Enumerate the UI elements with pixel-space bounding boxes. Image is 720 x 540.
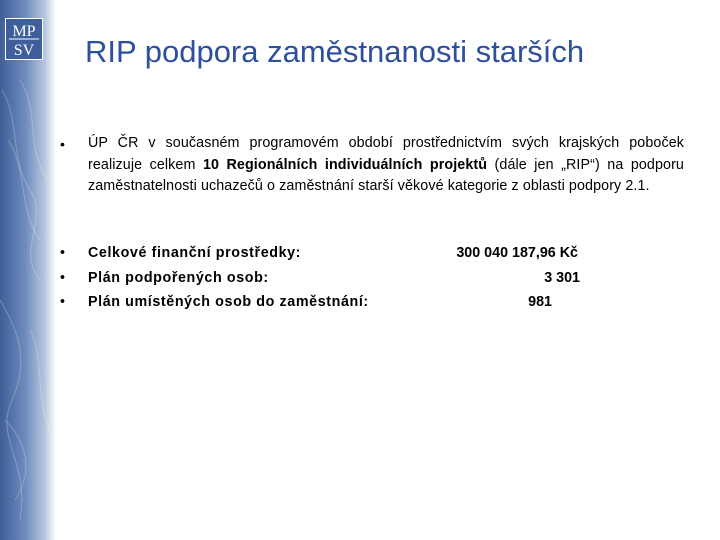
background-pattern: [0, 0, 56, 540]
intro-paragraph: [88, 133, 684, 198]
bullet: •: [60, 294, 66, 310]
intro-text-bold: 10 Regionálních individuálních projektů: [202, 156, 488, 173]
bullet: •: [60, 270, 66, 286]
svg-text:MP: MP: [12, 23, 36, 40]
intro-text-part2: (dále jen „RIP“) na podporu zaměstnatelnosti uchazečů o zaměstnání starší věkové kategorie z oblasti podpory 2.1.: [88, 156, 684, 194]
bullet: •: [60, 136, 65, 152]
stat-row-funds: [60, 245, 590, 267]
stat-row-supported-persons: [60, 270, 590, 292]
stat-value: 981: [528, 294, 552, 310]
stat-label: Celkové finanční prostředky:: [88, 245, 302, 261]
slide-title: RIP podpora zaměstnanosti starších: [85, 34, 585, 69]
svg-text:SV: SV: [13, 42, 35, 59]
decorative-side-band: [0, 0, 56, 540]
mpsv-logo: [5, 18, 43, 60]
stat-value: 300 040 187,96 Kč: [456, 245, 578, 261]
intro-text-part1: ÚP ČR v současném programovém období prostřednictvím svých krajských poboček realizuje celkem: [88, 135, 684, 173]
stat-value: 3 301: [544, 270, 580, 286]
stat-row-placed-persons: [60, 294, 590, 316]
stat-label: Plán umístěných osob do zaměstnání:: [88, 294, 369, 310]
stat-label: Plán podpořených osob:: [88, 270, 269, 286]
bullet: •: [60, 245, 66, 261]
